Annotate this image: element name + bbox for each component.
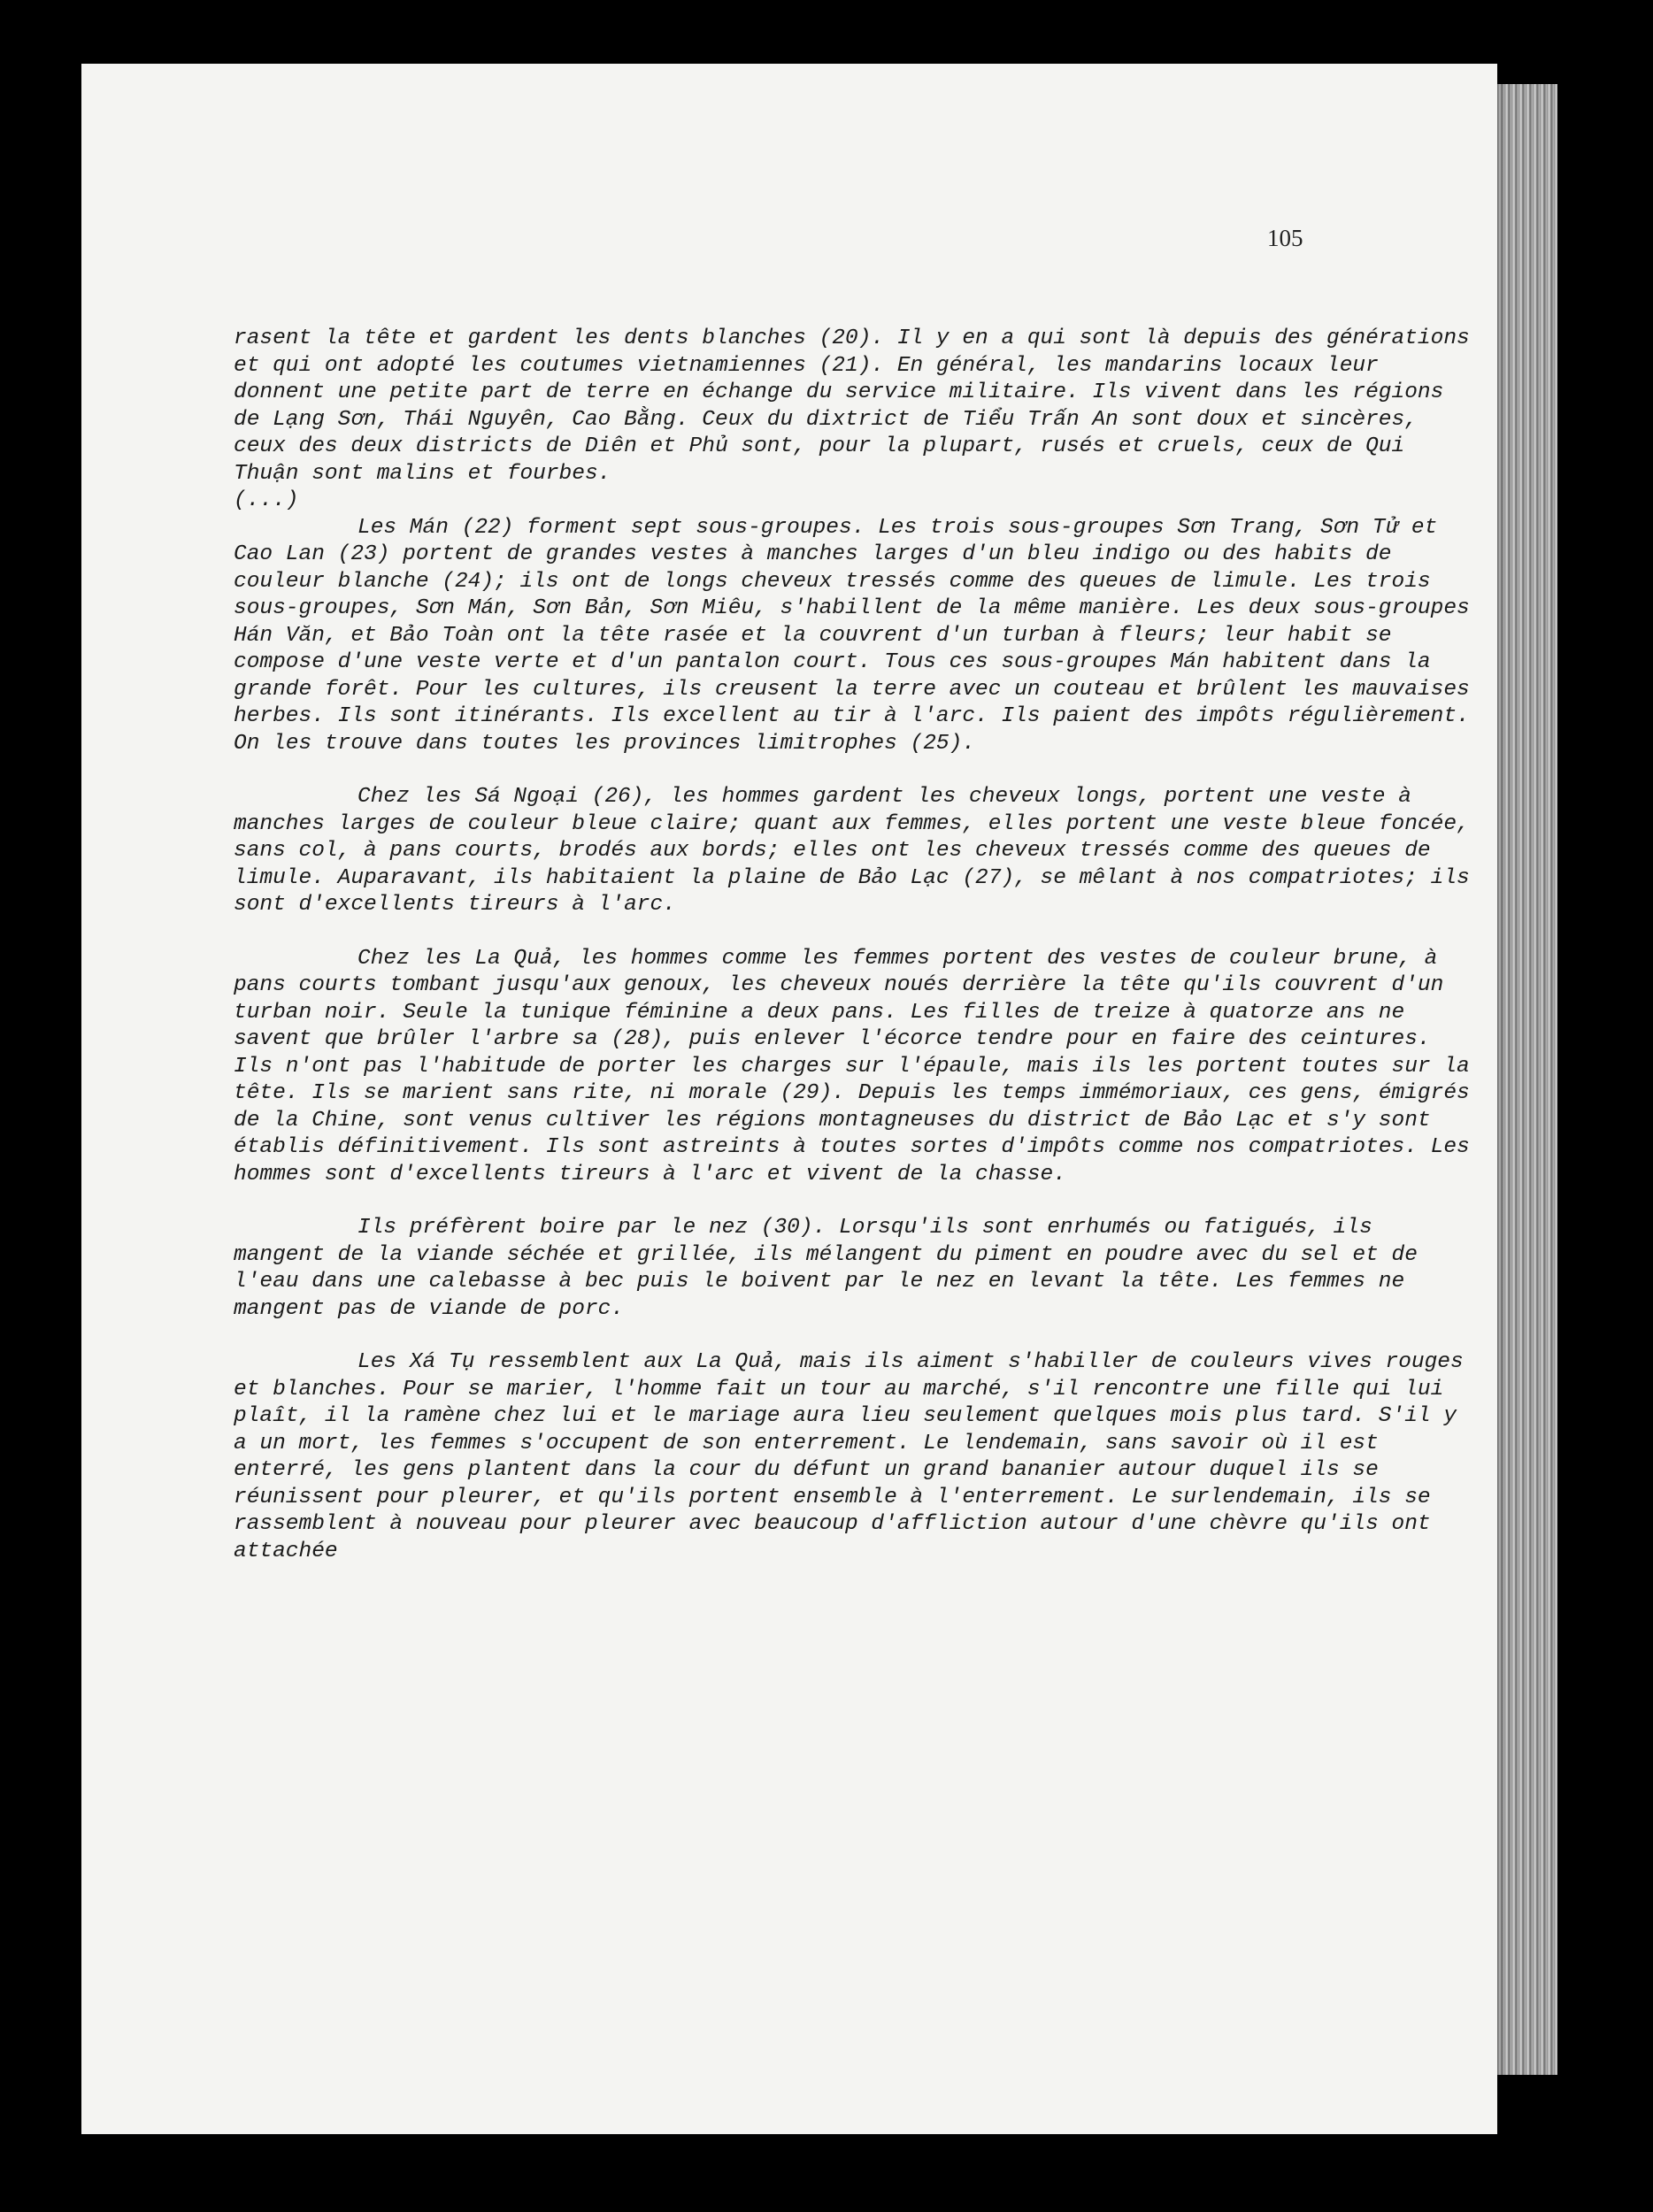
paragraph-man: Les Mán (22) forment sept sous-groupes. Les trois sous-groupes Sơn Trang, Sơn Tử et Cao Lan (23) portent de grandes vestes à manches larges d'un bleu indigo ou des habits de couleur blanche (24); ils ont de longs cheveux tressés comme des queues de limule. Les trois sous-groupes, Sơn Mán, Sơn Bản, Sơn Miêu, s'habillent de la même manière. Les deux sous-groupes Hán Văn, et Bảo Toàn ont la tête rasée et la couvrent d'un turban à fleurs; leur habit se compose d'une veste verte et d'un pantalon court. Tous ces sous-groupes Mán habitent dans la grande forêt. Pour les cultures, ils creusent la terre avec un couteau et brûlent les mauvaises herbes. Ils sont itinérants. Ils excellent au tir à l'arc. Ils paient des impôts régulièrement. On les trouve dans toutes les provinces limitrophes (25). — [234, 515, 1470, 756]
paragraph-boire-par-le-nez: Ils préfèrent boire par le nez (30). Lorsqu'ils sont enrhumés ou fatigués, ils mangent de la viande séchée et grillée, ils mélangent du piment en poudre avec du sel et de l'eau dans une calebasse à bec puis le boivent par le nez en levant la tête. Les femmes ne mangent pas de viande de porc. — [234, 1216, 1418, 1321]
book-page — [81, 64, 1497, 2134]
page-number: 105 — [1267, 225, 1303, 251]
paragraph-sa-ngoai: Chez les Sá Ngoại (26), les hommes gardent les cheveux longs, portent une veste à manches larges de couleur bleue claire; quant aux femmes, elles portent une veste bleue foncée, sans col, à pans courts, brodés aux bords; elles ont les cheveux tressés comme des queues de limule. Auparavant, ils habitaient la plaine de Bảo Lạc (27), se mêlant à nos compatriotes; ils sont d'excellents tireurs à l'arc. — [234, 785, 1470, 917]
paragraph-xa-tu: Les Xá Tụ ressemblent aux La Quả, mais ils aiment s'habiller de couleurs vives rouges et blanches. Pour se marier, l'homme fait un tour au marché, s'il rencontre une fille qui lui plaît, il la ramène chez lui et le mariage aura lieu seulement quelques mois plus tard. S'il y a un mort, les femmes s'occupent de son enterrement. Le lendemain, sans savoir où il est enterré, les gens plantent dans la cour du défunt un grand bananier autour duquel ils se réunissent pour pleurer, et qu'ils portent ensemble à l'enterrement. Le surlendemain, ils se rassemblent à nouveau pour pleurer avec beaucoup d'affliction autour d'une chèvre qu'ils ont attachée — [234, 1350, 1464, 1563]
body-text — [234, 326, 1472, 1592]
paragraph-la-qua: Chez les La Quả, les hommes comme les femmes portent des vestes de couleur brune, à pans courts tombant jusqu'aux genoux, les cheveux noués derrière la tête qu'ils couvrent d'un turban noir. Seule la tunique féminine a deux pans. Les filles de treize à quatorze ans ne savent que brûler l'arbre sa (28), puis enlever l'écorce tendre pour en faire des ceintures. Ils n'ont pas l'habitude de porter les charges sur l'épaule, mais ils les portent toutes sur la tête. Ils se marient sans rite, ni morale (29). Depuis les temps immémoriaux, ces gens, émigrés de la Chine, sont venus cultiver les régions montagneuses du district de Bảo Lạc et s'y sont établis définitivement. Ils sont astreints à toutes sortes d'impôts comme nos compatriotes. Les hommes sont d'excellents tireurs à l'arc et vivent de la chasse. — [234, 946, 1470, 1187]
paragraph-ellipsis: (...) — [234, 488, 299, 512]
paragraph-continuation: rasent la tête et gardent les dents blanches (20). Il y en a qui sont là depuis des générations et qui ont adopté les coutumes vietnamiennes (21). En général, les mandarins locaux leur donnent une petite part de terre en échange du service militaire. Ils vivent dans les régions de Lạng Sơn, Thái Nguyên, Cao Bằng. Ceux du dixtrict de Tiểu Trấn An sont doux et sincères, ceux des deux districts de Diên et Phủ sont, pour la plupart, rusés et cruels, ceux de Qui Thuận sont malins et fourbes. — [234, 326, 1470, 486]
